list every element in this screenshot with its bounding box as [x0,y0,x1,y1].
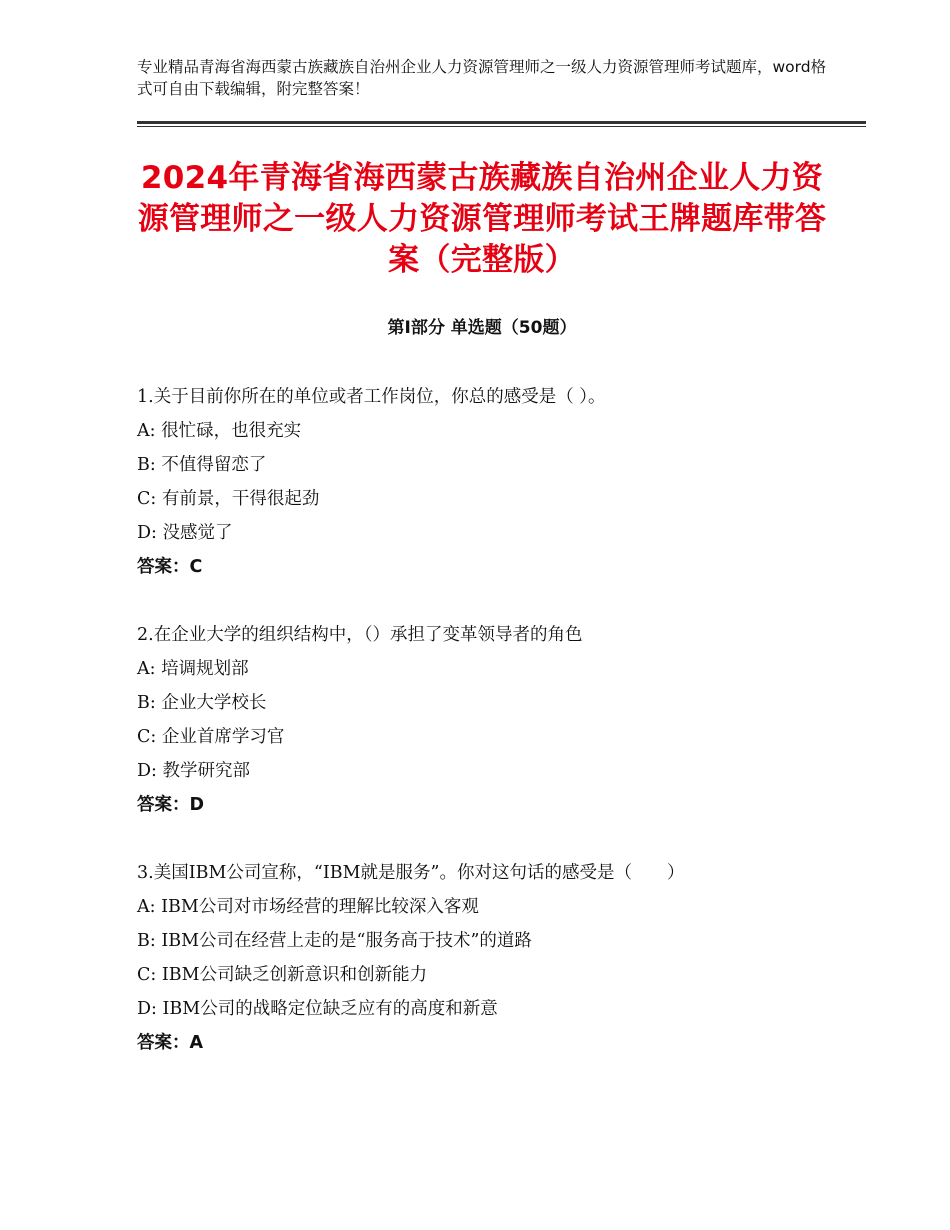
header-rule-thick [137,121,866,124]
option-d [137,516,837,550]
question-stem: 3.美国IBM公司宣称，“IBM就是服务”。你对这句话的感受是（ ） [137,863,685,883]
option-letter: C: [137,727,157,747]
option-letter: C: [137,965,157,985]
option-text: 教学研究部 [162,761,251,781]
option-letter: C: [137,489,157,509]
option-c [137,958,747,992]
answer: 答案：A [137,1033,204,1053]
option-b [137,686,837,720]
option-d [137,754,837,788]
answer: 答案：C [137,557,203,577]
option-text: 不值得留恋了 [161,455,267,475]
question-2 [137,618,837,822]
header-rule-thin [137,126,866,127]
option-letter: A: [137,659,156,679]
option-letter: B: [137,455,156,475]
option-b [137,924,747,958]
option-c [137,482,837,516]
option-d [137,992,747,1026]
option-letter: A: [137,421,156,441]
header-note: 专业精品青海省海西蒙古族藏族自治州企业人力资源管理师之一级人力资源管理师考试题库，word格式可自由下载编辑，附完整答案！ [137,58,827,98]
option-a [137,652,837,686]
option-b [137,448,837,482]
section-title: 第Ⅰ部分 单选题（50题） [387,318,577,338]
option-c [137,720,837,754]
option-text: 有前景，干得很起劲 [161,489,320,509]
question-1 [137,380,837,584]
option-text: 培调规划部 [161,659,249,679]
option-a [137,414,837,448]
option-text: IBM公司对市场经营的理解比较深入客观 [161,897,479,917]
option-text: 没感觉了 [162,523,233,543]
option-text: 很忙碌，也很充实 [161,421,302,441]
option-letter: B: [137,931,156,951]
option-text: IBM公司在经营上走的是“服务高于技术”的道路 [161,931,532,951]
answer: 答案：D [137,795,205,815]
option-text: 企业首席学习官 [161,727,285,747]
option-letter: B: [137,693,156,713]
question-stem: 2.在企业大学的组织结构中，（）承担了变革领导者的角色 [137,625,583,645]
question-3 [137,856,747,1060]
question-stem: 1.关于目前你所在的单位或者工作岗位，你总的感受是（ ）。 [137,387,606,407]
option-text: IBM公司的战略定位缺乏应有的高度和新意 [162,999,498,1019]
option-letter: D: [137,761,157,781]
option-text: IBM公司缺乏创新意识和创新能力 [161,965,428,985]
option-text: 企业大学校长 [161,693,267,713]
option-a [137,890,747,924]
option-letter: D: [137,523,157,543]
document-title: 2024年青海省海西蒙古族藏族自治州企业人力资源管理师之一级人力资源管理师考试王牌题库带答案（完整版） [137,160,827,278]
option-letter: A: [137,897,156,917]
option-letter: D: [137,999,157,1019]
